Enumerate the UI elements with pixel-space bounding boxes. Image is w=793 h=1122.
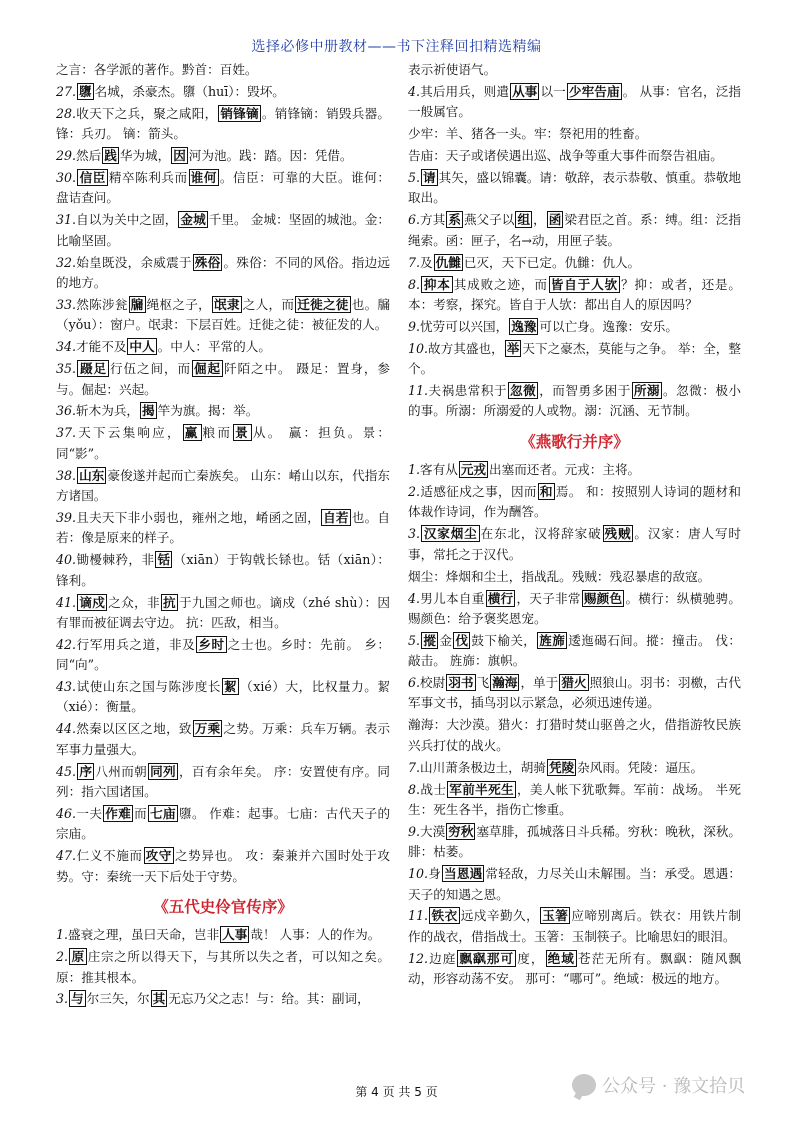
annotation-entry — [56, 762, 390, 803]
entry-text: 常轻敌，力尽关山未解围。当：承受。恩遇：天子的知遇之恩。 — [408, 866, 742, 902]
entry-number: 30. — [56, 170, 77, 186]
entry-text: 。信臣：可靠的大臣。谁何：盘诘查问。 — [56, 170, 391, 206]
annotation-entry — [408, 864, 741, 905]
entry-text: 无忘乃父之志！与：给。其：副词， — [168, 991, 370, 1007]
entry-number: 34. — [56, 339, 77, 355]
entry-text: ，天子非常 — [516, 590, 581, 606]
entry-number: 27. — [56, 83, 77, 99]
entry-text: 尔三矢，尔 — [86, 991, 150, 1007]
annotation-entry — [56, 846, 390, 887]
entry-text: 于九国之师也。谪戍（zhé shù）：因有罪而被征调去守边。 抗：匹敌，相当。 — [56, 594, 391, 630]
section-title: 《五代史伶官传序》 — [153, 896, 293, 916]
page-footer: 第 4 页 共 5 页 — [355, 1085, 438, 1099]
entry-text: 。忽微：极小的事。所溺：所溺爱的人或物。溺：沉涵、无节制。 — [408, 383, 742, 419]
entry-number: 39. — [56, 509, 77, 525]
entry-text: 竿为旗。揭：举。 — [157, 403, 259, 419]
entry-text: 然后 — [76, 148, 102, 164]
entry-text: 身 — [428, 866, 442, 882]
boxed-term: 人事 — [222, 927, 248, 943]
annotation-entry — [408, 631, 741, 672]
entry-number: 8. — [408, 276, 421, 292]
annotation-entry — [56, 82, 390, 102]
entry-text: 之众，非 — [108, 594, 160, 610]
entry-text: 以一 — [540, 83, 566, 99]
annotation-entry — [56, 60, 390, 80]
entry-text: 少牢：羊、猪各一头。牢：祭祀用的牲畜。 — [408, 126, 648, 142]
boxed-term: 信臣 — [79, 170, 106, 186]
entry-text: 自以为关中之固， — [76, 212, 178, 228]
boxed-term: 七庙 — [150, 805, 176, 821]
boxed-term: 举 — [506, 340, 520, 356]
entry-number: 31. — [56, 212, 77, 228]
entry-number: 4. — [408, 590, 421, 606]
entry-text: 也。牖（yǒu）：窗户。氓隶：下层百姓。迁徙之徒：被征发的人。 — [56, 296, 391, 333]
boxed-term: 揭 — [142, 403, 155, 419]
entry-text: 一夫 — [76, 805, 103, 821]
boxed-term: 氓隶 — [214, 296, 240, 312]
boxed-term: 从事 — [512, 83, 538, 99]
entry-text: 客有从 — [420, 462, 458, 478]
entry-text: （xié）大，比权量力。絜（xié）：衡量。 — [56, 679, 391, 715]
boxed-term: 瀚海 — [492, 675, 518, 691]
boxed-term: 销锋镝 — [220, 105, 259, 121]
boxed-term: 铁衣 — [431, 908, 458, 924]
boxed-term: 同列 — [150, 763, 176, 779]
annotation-entry — [56, 635, 390, 676]
entry-number: 3. — [56, 991, 69, 1007]
annotation-entry — [56, 508, 390, 549]
boxed-term: 金城 — [180, 212, 206, 228]
annotation-entry — [56, 168, 390, 209]
entry-number: 44. — [56, 721, 77, 737]
boxed-term: 迁徙之徒 — [297, 296, 349, 312]
annotation-entry — [56, 804, 390, 845]
entry-text: 。 从事：官名，泛指一般属官。 — [408, 83, 742, 120]
annotation-entry — [408, 758, 741, 778]
entry-text: 其后用兵，则遣 — [420, 83, 510, 99]
entry-number: 7. — [408, 759, 421, 775]
boxed-term: 忽微 — [510, 383, 537, 399]
watermark — [572, 1072, 745, 1098]
entry-text: 华为城， — [119, 148, 171, 164]
boxed-term: 作难 — [105, 805, 132, 821]
annotation-entry — [56, 295, 390, 336]
boxed-term: 攻守 — [145, 848, 172, 864]
entry-text: 哉！ 人事：人的作为。 — [250, 927, 381, 943]
entry-text: 梁君臣之首。系：缚。组：泛指绳索。函：匣子，名→动，用匣子装。 — [408, 212, 742, 248]
boxed-term: 铦 — [157, 552, 171, 568]
entry-text: ？抑：或者，还是。本：考察，探究。皆自于人欤：都出自人的原因吗？ — [408, 276, 742, 312]
annotation-entry — [408, 124, 741, 144]
entry-text: 之士也。乡时：先前。 乡：同“向”。 — [56, 636, 391, 673]
annotation-entry — [408, 906, 741, 947]
boxed-term: 皆自于人欤 — [550, 276, 618, 292]
entry-number: 41. — [56, 594, 77, 610]
boxed-term: 旌旆 — [539, 632, 566, 648]
annotation-entry — [408, 82, 741, 123]
boxed-term: 函 — [548, 212, 562, 228]
entry-text: 收天下之兵，聚之咸阳， — [76, 105, 218, 121]
annotation-entry — [408, 460, 741, 480]
entry-text: 告庙：天子或诸侯遇出巡、战争等重大事件而祭告祖庙。 — [408, 148, 723, 164]
entry-number: 32. — [56, 254, 77, 270]
boxed-term: 系 — [448, 212, 461, 228]
entry-number: 36. — [56, 403, 77, 419]
entry-text: （xiān）于钩戟长铩也。铦（xiān）： 锋利。 — [56, 552, 391, 588]
entry-text: 八州而朝 — [95, 763, 148, 779]
entry-number: 28. — [56, 105, 77, 121]
annotation-entry — [408, 146, 741, 166]
entry-text: 天下之豪杰，莫能与之争。 举：全，整个。 — [408, 340, 741, 377]
entry-number: 11. — [408, 383, 429, 399]
entry-text: 之势异也。 攻：秦兼并六国时处于攻势。守：秦统一天下后处于守势。 — [56, 848, 391, 884]
entry-number: 6. — [408, 675, 421, 691]
boxed-term: 抑本 — [423, 276, 451, 292]
entry-text: 之势。万乘：兵车万辆。表示军事力量强大。 — [56, 721, 391, 757]
entry-text: 塞草腓，孤城落日斗兵稀。穷秋：晚秋，深秋。腓：枯萎。 — [408, 823, 742, 860]
entry-number: 3. — [408, 526, 421, 542]
entry-text: 及 — [420, 254, 433, 270]
annotation-entry — [408, 339, 741, 380]
annotation-entry — [56, 466, 390, 507]
entry-text: 焉。 和：按照别人诗词的题材和体裁作诗词，作为酬答。 — [408, 484, 742, 520]
entry-number: 38. — [56, 467, 77, 483]
annotation-entry — [408, 317, 741, 337]
entry-text: 边庭 — [428, 950, 457, 966]
boxed-term: 赐颜色 — [583, 590, 623, 606]
annotation-entry — [408, 780, 741, 821]
entry-text: 适感征戍之事，因而 — [420, 484, 537, 500]
boxed-term: 摐 — [423, 632, 437, 648]
entry-text: 已灭，天下已定。仇雠：仇人。 — [463, 254, 641, 270]
annotation-entry — [56, 146, 390, 166]
annotation-entry — [56, 925, 390, 945]
entry-text: 河为池。践：踏。因：凭借。 — [188, 148, 353, 164]
entry-text: 。横行：纵横驰骋。赐颜色：给予褒奖恩宠。 — [408, 590, 742, 626]
annotation-entry — [408, 210, 741, 251]
annotation-entry — [56, 593, 390, 634]
entry-number: 5. — [408, 632, 421, 648]
entry-text: 照狼山。羽书：羽檄，古代军事文书，插鸟羽以示紧急，必须迅速传递。 — [408, 675, 742, 711]
annotation-entry — [56, 359, 390, 400]
boxed-term: 蹑足 — [79, 361, 107, 377]
page-header: 选择必修中册教材——书下注释回扣精选精编 — [251, 39, 542, 55]
entry-text: 大漠 — [420, 823, 446, 839]
boxed-term: 飘飖那可 — [459, 950, 515, 966]
entry-text: 之言：各学派的著作。黔首：百姓。 — [56, 62, 258, 77]
entry-number: 1. — [56, 927, 69, 943]
entry-text: 千里。 金城：坚固的城池。金：比喻坚固。 — [56, 212, 391, 248]
entry-text: 出塞而还者。元戎：主将。 — [489, 462, 641, 478]
boxed-term: 残贼 — [604, 526, 632, 542]
annotation-entry — [408, 567, 741, 587]
entry-text: 之人，而 — [242, 296, 295, 312]
entry-number: 8. — [408, 781, 421, 797]
entry-text: 表示祈使语气。 — [408, 62, 497, 77]
right-column — [408, 60, 741, 991]
annotation-entry — [56, 550, 390, 591]
entry-text: 苍茫无所有。飘飖：随风飘动，形容动荡不安。 那可：“哪可”。绝域：极远的地方。 — [408, 950, 742, 987]
entry-text: 杂风雨。凭陵：逼压。 — [577, 759, 704, 775]
entry-text: 战士 — [420, 781, 447, 797]
entry-text: 男儿本自重 — [420, 590, 485, 606]
entry-text: 其矢，盛以锦囊。请：敬辞，表示恭敬、慎重。恭敬地取出。 — [408, 170, 742, 206]
entry-text: 粮而 — [202, 425, 233, 441]
boxed-term: 请 — [423, 170, 436, 186]
boxed-term: 抗 — [163, 594, 176, 610]
boxed-term: 隳 — [79, 83, 92, 99]
boxed-term: 万乘 — [194, 721, 221, 737]
entry-text: 飞 — [476, 675, 490, 691]
boxed-term: 少牢告庙 — [568, 83, 620, 99]
boxed-term: 伐 — [455, 632, 469, 648]
entry-text: ，美人帐下犹歌舞。军前：战场。 半死生：死生各半，指伤亡惨重。 — [408, 781, 741, 817]
entry-text: 。汉家：唐人写时事，常托之于汉代。 — [408, 526, 742, 562]
entry-text: 也。自若：像是原来的样子。 — [56, 509, 391, 546]
entry-text: 故方其盛也， — [428, 340, 504, 356]
section-title: 《燕歌行并序》 — [520, 431, 629, 451]
boxed-term: 谪戍 — [79, 594, 106, 610]
entry-text: 仁义不施而 — [76, 848, 143, 864]
boxed-term: 横行 — [487, 590, 514, 606]
boxed-term: 猎火 — [561, 675, 587, 691]
boxed-term: 凭陵 — [548, 759, 575, 775]
boxed-term: 逸豫 — [511, 318, 537, 334]
annotation-entry — [56, 423, 390, 464]
boxed-term: 自若 — [323, 509, 349, 525]
entry-text: 方其 — [420, 212, 446, 228]
annotation-entry — [56, 719, 390, 760]
boxed-term: 中人 — [129, 339, 155, 355]
entry-text: 然陈涉瓮 — [76, 296, 128, 312]
boxed-term: 赢 — [184, 425, 200, 441]
boxed-term: 乡时 — [198, 636, 225, 652]
annotation-entry — [408, 589, 741, 630]
annotation-entry — [56, 104, 390, 145]
boxed-term: 和 — [539, 484, 553, 500]
entry-text: 精卒陈利兵而 — [108, 170, 188, 186]
annotation-entry — [408, 482, 741, 523]
boxed-term: 其 — [152, 991, 166, 1007]
boxed-term: 践 — [104, 148, 117, 164]
annotation-entry — [408, 381, 741, 422]
annotation-entry — [56, 253, 390, 294]
boxed-term: 絜 — [224, 679, 238, 695]
boxed-term: 原 — [71, 949, 85, 965]
watermark-text: 公众号 · 豫文拾贝 — [602, 1076, 746, 1097]
entry-text: 绳枢之子， — [146, 296, 211, 312]
entry-text: 豪俊遂并起而亡秦族矣。 山东：崤山以东，代指东方诸国。 — [56, 467, 391, 503]
entry-text: 烟尘：烽烟和尘土，指战乱。残贼：残忍暴虐的敌寇。 — [408, 568, 711, 584]
annotation-entry — [408, 715, 741, 756]
entry-text: 夫祸患常积于 — [428, 383, 508, 399]
entry-number: 35. — [56, 361, 77, 377]
entry-text: 其成败之迹，而 — [453, 276, 548, 292]
wechat-icon — [572, 1074, 596, 1096]
boxed-term: 羽书 — [448, 675, 474, 691]
entry-number: 47. — [56, 848, 77, 864]
annotation-entry — [408, 168, 741, 209]
entry-text: 山川萧条极边土，胡骑 — [420, 759, 546, 775]
entry-text: ，而智勇多困于 — [539, 383, 631, 399]
entry-text: 。殊俗：不同的风俗。指边远的地方。 — [56, 254, 391, 290]
entry-number: 37. — [56, 425, 77, 441]
boxed-term: 仇雠 — [435, 254, 461, 270]
boxed-term: 汉家烟尘 — [423, 526, 478, 542]
entry-text: 在东北，汉将辞家破 — [480, 526, 602, 542]
entry-text: 然秦以区区之地，致 — [76, 721, 192, 737]
entry-text: 瀚海：大沙漠。猎火：打猎时焚山驱兽之火，借指游牧民族兴兵打仗的战火。 — [408, 717, 741, 753]
entry-text: 名城，杀豪杰。隳（huī）：毁坏。 — [94, 83, 285, 99]
boxed-term: 穷秋 — [448, 823, 474, 839]
boxed-term: 军前半死生 — [449, 781, 514, 797]
boxed-term: 玉箸 — [542, 908, 569, 924]
entry-text: 。中人：平常的人。 — [157, 339, 271, 355]
boxed-term: 倔起 — [193, 361, 221, 377]
boxed-term: 山东 — [79, 467, 105, 483]
entry-text: 隳。 作难：起事。七庙：古代天子的宗庙。 — [56, 805, 391, 842]
entry-number: 9. — [408, 318, 421, 334]
boxed-term: 绝域 — [547, 950, 575, 966]
entry-text: 忧劳可以兴国， — [420, 318, 509, 334]
annotation-entry — [408, 949, 741, 990]
left-column — [56, 60, 390, 1011]
annotation-entry — [408, 275, 741, 316]
entry-text: 校尉 — [420, 675, 446, 691]
entry-number: 4. — [408, 83, 421, 99]
entry-number: 10. — [408, 866, 429, 882]
boxed-term: 组 — [517, 212, 531, 228]
entry-text: 才能不及 — [76, 339, 127, 355]
annotation-entry — [56, 947, 390, 988]
entry-text: ， — [533, 212, 546, 228]
entry-number: 6. — [408, 212, 421, 228]
entry-number: 45. — [56, 763, 77, 779]
entry-text: 度， — [517, 950, 545, 966]
entry-text: 可以亡身。逸豫：安乐。 — [539, 318, 678, 334]
annotation-entry — [56, 401, 390, 421]
entry-number: 5. — [408, 170, 421, 186]
entry-text: 而 — [134, 805, 148, 821]
entry-number: 1. — [408, 462, 421, 478]
entry-number: 46. — [56, 805, 77, 821]
boxed-term: 谁何 — [190, 170, 217, 186]
entry-text: 阡陌之中。 蹑足：置身，参与。倔起：兴起。 — [56, 361, 391, 397]
entry-number: 7. — [408, 254, 421, 270]
boxed-term: 元戎 — [460, 462, 486, 478]
entry-text: 燕父子以 — [463, 212, 515, 228]
entry-number: 2. — [408, 484, 421, 500]
entry-text: 行军用兵之道，非及 — [76, 636, 196, 652]
entry-number: 11. — [408, 908, 429, 924]
annotation-entry — [408, 60, 741, 80]
entry-text: 鼓下榆关， — [471, 632, 537, 648]
entry-number: 12. — [408, 950, 429, 966]
entry-number: 10. — [408, 340, 429, 356]
entry-text: 盛衰之理，虽曰天命，岂非 — [68, 927, 220, 943]
boxed-term: 当恩遇 — [444, 866, 483, 882]
entry-text: 始皇既没，余威震于 — [76, 254, 192, 270]
entry-text: ，百有余年矣。 序：安置使有序。同列：指六国诸国。 — [56, 763, 391, 799]
entry-text: 远戍辛勤久， — [460, 908, 540, 924]
boxed-term: 序 — [79, 763, 93, 779]
annotation-entry — [56, 210, 390, 251]
boxed-term: 殊俗 — [194, 254, 221, 270]
entry-number: 40. — [56, 552, 77, 568]
entry-text: 行伍之间，而 — [109, 361, 191, 377]
boxed-term: 与 — [71, 991, 84, 1007]
entry-number: 2. — [56, 949, 69, 965]
entry-text: 逶迤碣石间。摐：撞击。 伐：敲击。 旌旆：旗帜。 — [408, 632, 742, 669]
entry-text: 斩木为兵， — [76, 403, 139, 419]
annotation-entry — [408, 673, 741, 714]
annotation-entry — [408, 524, 741, 565]
annotation-entry — [408, 253, 741, 273]
entry-text: 庄宗之所以得天下，与其所以失之者，可以知之矣。原：推其根本。 — [56, 949, 391, 985]
annotation-entry — [408, 822, 741, 863]
annotation-entry — [56, 677, 390, 718]
entry-text: 金 — [439, 632, 453, 648]
entry-number: 43. — [56, 679, 77, 695]
annotation-entry — [56, 337, 390, 357]
entry-text: 试使山东之国与陈涉度长 — [76, 679, 221, 695]
entry-text: 。销锋镝：销毁兵器。 锋：兵刃。 镝：箭头。 — [56, 105, 391, 142]
entry-text: 应啼别离后。铁衣：用铁片制作的战衣，借指战士。玉箸：玉制筷子。比喻思妇的眼泪。 — [408, 908, 742, 944]
boxed-term: 所溺 — [633, 383, 660, 399]
entry-text: ，单于 — [520, 675, 559, 691]
entry-number: 29. — [56, 148, 77, 164]
boxed-term: 景 — [235, 425, 250, 441]
entry-number: 42. — [56, 636, 77, 652]
boxed-term: 因 — [173, 148, 186, 164]
entry-text: 从。 赢：担负。景：同“影”。 — [56, 425, 391, 461]
entry-text: 天下云集响应， — [76, 425, 182, 441]
entry-number: 9. — [408, 823, 421, 839]
entry-number: 33. — [56, 296, 77, 312]
boxed-term: 牖 — [130, 296, 144, 312]
annotation-entry — [56, 989, 390, 1009]
entry-text: 锄櫌棘矜，非 — [76, 552, 155, 568]
entry-text: 且夫天下非小弱也，雍州之地，崤函之固， — [76, 509, 321, 525]
